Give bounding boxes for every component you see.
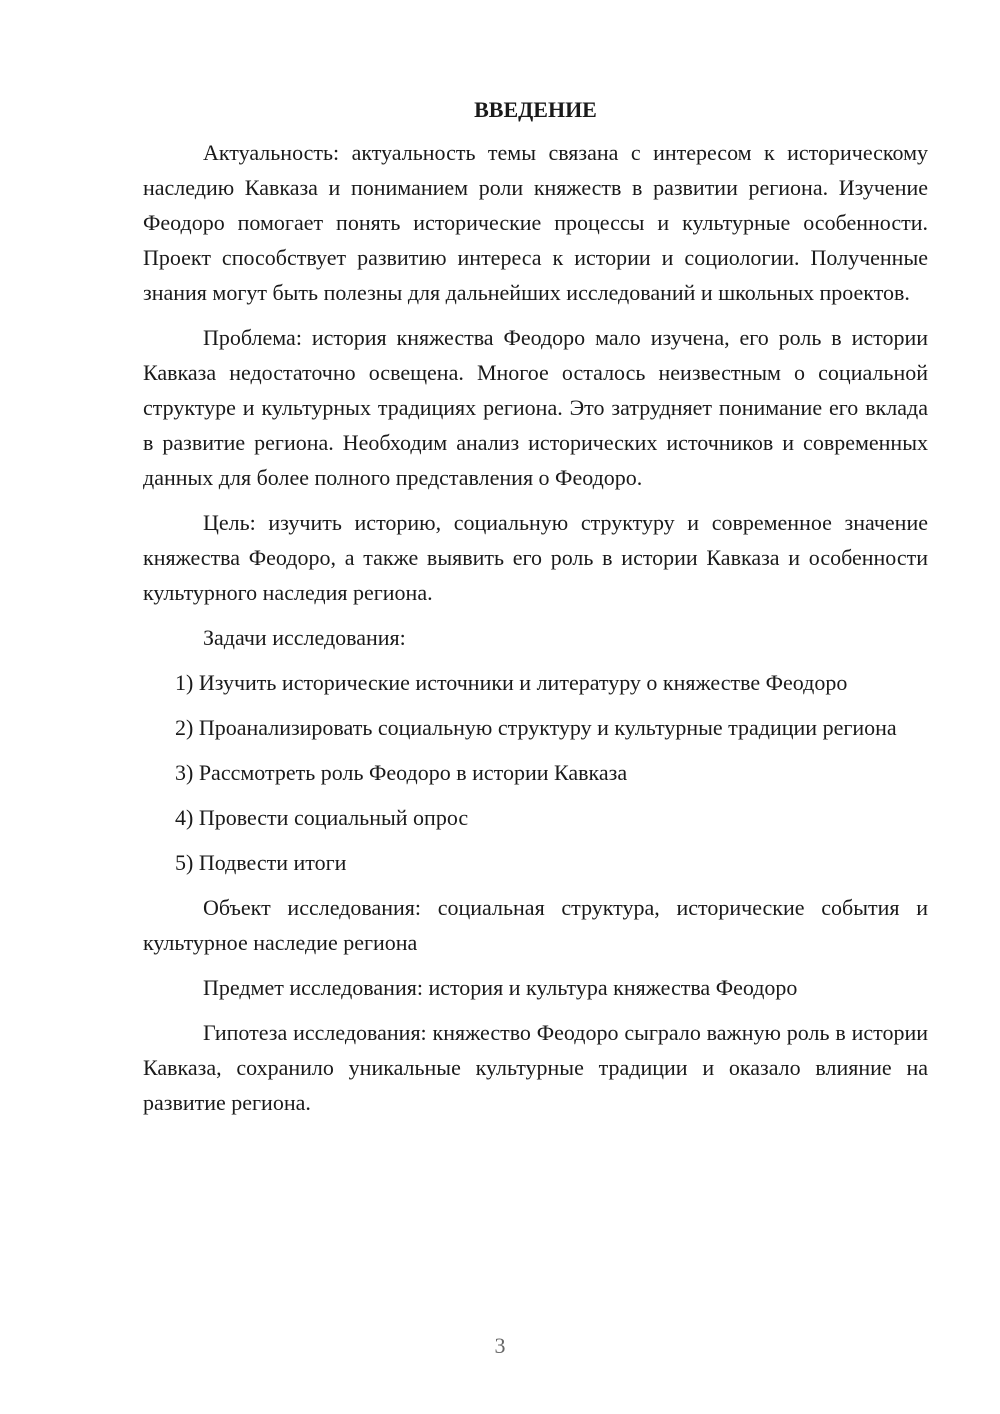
paragraph-problem: Проблема: история княжества Феодоро мало изучена, его роль в истории Кавказа недостаточно освещена. Многое осталось неизвестным о социальной структуре и культурных традициях региона. Это затрудняет понимание его вклада в развитие региона. Необходим анализ исторических источников и современных данных для более полного представления о Феодоро.	[143, 325, 928, 490]
section-title: ВВЕДЕНИЕ	[474, 97, 597, 122]
task-item-3: 3) Рассмотреть роль Феодоро в истории Кавказа	[175, 760, 628, 785]
paragraph-hypothesis: Гипотеза исследования: княжество Феодоро сыграло важную роль в истории Кавказа, сохранило уникальные культурные традиции и оказало влияние на развитие региона.	[143, 1020, 928, 1115]
document-body	[143, 95, 928, 1130]
task-item-2: 2) Проанализировать социальную структуру и культурные традиции региона	[175, 715, 897, 740]
page-number: 3	[494, 1333, 506, 1358]
paragraph-object: Объект исследования: социальная структура, исторические события и культурное наследие региона	[143, 895, 928, 955]
task-item-1: 1) Изучить исторические источники и литературу о княжестве Феодоро	[175, 670, 848, 695]
paragraph-goal: Цель: изучить историю, социальную структуру и современное значение княжества Феодоро, а также выявить его роль в истории Кавказа и особенности культурного наследия региона.	[143, 510, 928, 605]
paragraph-subject: Предмет исследования: история и культура княжества Феодоро	[203, 975, 798, 1000]
task-item-4: 4) Провести социальный опрос	[175, 805, 469, 830]
paragraph-relevance: Актуальность: актуальность темы связана с интересом к историческому наследию Кавказа и пониманием роли княжеств в развитии региона. Изучение Феодоро помогает понять исторические процессы и культурные особенности. Проект способствует развитию интереса к истории и социологии. Полученные знания могут быть полезны для дальнейших исследований и школьных проектов.	[143, 140, 928, 305]
tasks-heading: Задачи исследования:	[203, 625, 406, 650]
task-item-5: 5) Подвести итоги	[175, 850, 347, 875]
